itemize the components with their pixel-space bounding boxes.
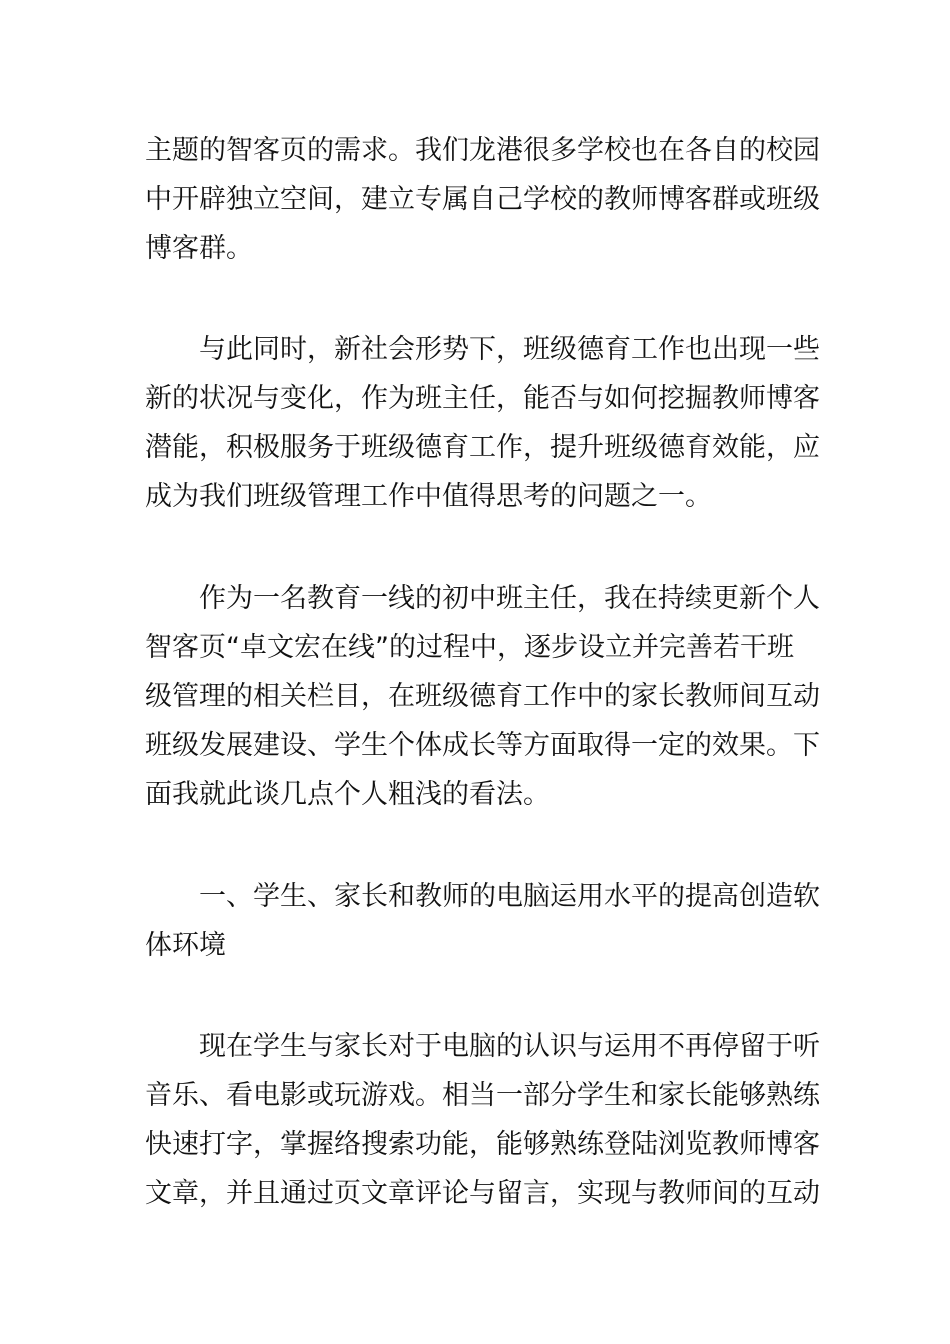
paragraph-line: 作为一名教育一线的初中班主任，我在持续更新个人 [199,583,820,614]
section-heading-1 [145,872,820,970]
paragraph-line: 面我就此谈几点个人粗浅的看法。 [145,779,550,810]
paragraph-line: 新的状况与变化，作为班主任，能否与如何挖掘教师博客 [145,383,820,414]
heading-line: 一、学生、家长和教师的电脑运用水平的提高创造软 [199,881,820,912]
paragraph-line: 现在学生与家长对于电脑的认识与运用不再停留于听 [199,1031,820,1062]
paragraph-line: 博客群。 [145,233,253,264]
paragraph-line: 快速打字，掌握络搜索功能，能够熟练登陆浏览教师博客 [145,1129,820,1160]
paragraph-line: 班级发展建设、学生个体成长等方面取得一定的效果。下 [145,730,820,761]
paragraph-line: 中开辟独立空间，建立专属自己学校的教师博客群或班级 [145,184,820,215]
paragraph-1 [145,126,820,273]
paragraph-4 [145,1022,820,1218]
paragraph-line: 智客页“卓文宏在线”的过程中，逐步设立并完善若干班 [145,632,794,663]
paragraph-line: 文章，并且通过页文章评论与留言，实现与教师间的互动 [145,1178,820,1209]
paragraph-line: 音乐、看电影或玩游戏。相当一部分学生和家长能够熟练 [145,1080,820,1111]
paragraph-2 [145,325,820,521]
paragraph-line: 级管理的相关栏目，在班级德育工作中的家长教师间互动 [145,681,820,712]
paragraph-line: 主题的智客页的需求。我们龙港很多学校也在各自的校园 [145,135,820,166]
paragraph-line: 与此同时，新社会形势下，班级德育工作也出现一些 [199,334,820,365]
heading-line: 体环境 [145,930,226,961]
paragraph-line: 成为我们班级管理工作中值得思考的问题之一。 [145,481,712,512]
paragraph-line: 潜能，积极服务于班级德育工作，提升班级德育效能，应 [145,432,820,463]
paragraph-3 [145,574,820,819]
